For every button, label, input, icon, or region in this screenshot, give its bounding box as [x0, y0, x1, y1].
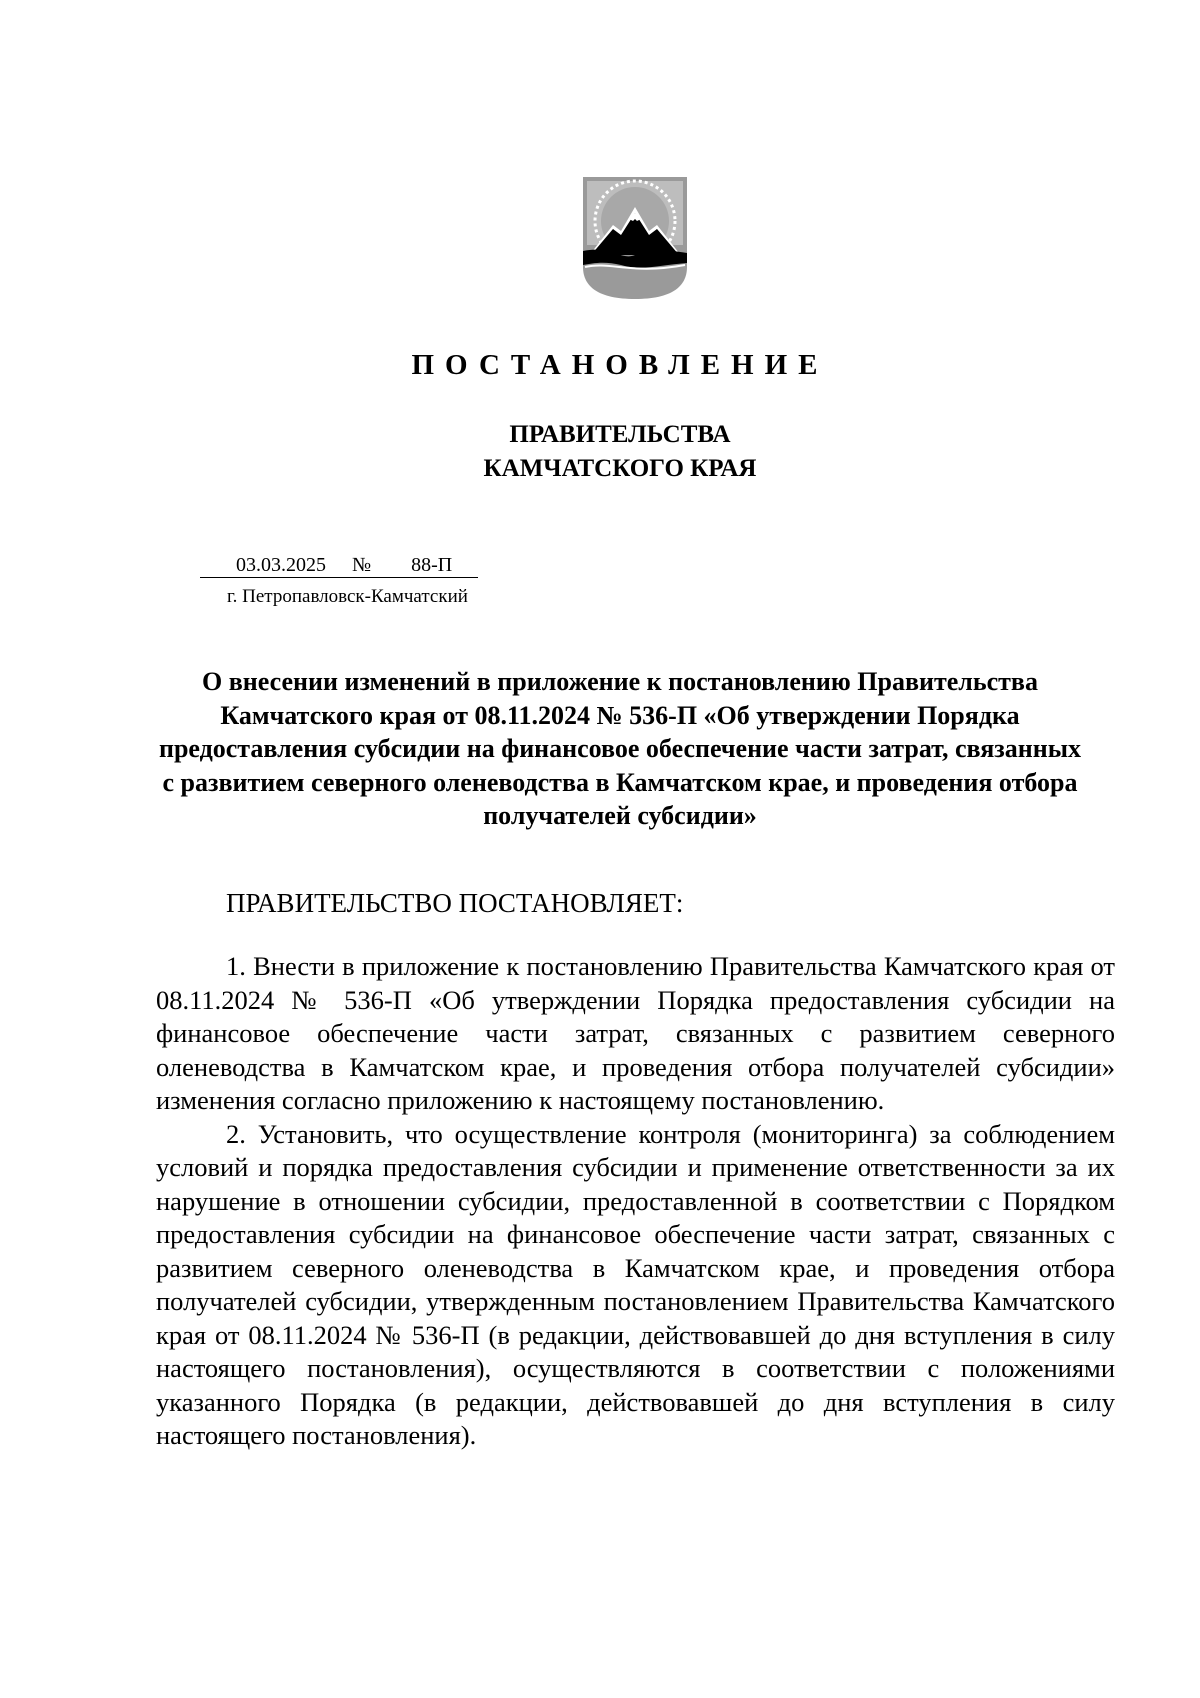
number-sign: № [352, 553, 375, 578]
registration-line [200, 553, 478, 578]
document-number: 88-П [375, 553, 478, 578]
issuer-line-1: ПРАВИТЕЛЬСТВА [509, 421, 731, 448]
paragraph-1: 1. Внести в приложение к постановлению Правительства Камчатского края от 08.11.2024 № 536-П «Об утверждении Порядка предоставления субсидии на финансовое обеспечение части затрат, связанных с развитием северного оленеводства в Камчатском крае, и проведения отбора получателей субсидии» изменения согласно приложению к настоящему постановлению. [156, 951, 1115, 1115]
paragraph-2: 2. Установить, что осуществление контроля (мониторинга) за соблюдением условий и порядка предоставления субсидии и применение ответственности за их нарушение в отношении субсидии, предоставленной в соответствии с Порядком предоставления субсидии на финансовое обеспечение части затрат, связанных с развитием северного оленеводства в Камчатском крае, и проведения отбора получателей субсидии, утвержденным постановлением Правительства Камчатского края от 08.11.2024 № 536-П (в редакции, действовавшей до дня вступления в силу настоящего постановления), осуществляются в соответствии с положениями указанного Порядка (в редакции, действовавшей до дня вступления в силу настоящего постановления). [156, 1118, 1115, 1450]
city-name: г. Петропавловск-Камчатский [227, 586, 468, 607]
issuer-line-2: КАМЧАТСКОГО КРАЯ [483, 455, 757, 482]
document-body [156, 950, 1115, 1453]
document-type-heading: ПОСТАНОВЛЕНИЕ [411, 349, 829, 381]
document-subject: О внесении изменений в приложение к постановлению Правительства Камчатского края от 08.11.2024 № 536-П «Об утверждении Порядка предоставления субсидии на финансовое обеспечение части затрат, связанных с развитием северного оленеводства в Камчатском крае, и проведения отбора получателей субсидии» [158, 667, 1082, 830]
document-date: 03.03.2025 [200, 553, 352, 578]
kamchatka-coat-of-arms-icon [581, 175, 689, 301]
issuer-block [0, 418, 1200, 486]
decree-phrase: ПРАВИТЕЛЬСТВО ПОСТАНОВЛЯЕТ: [226, 888, 684, 918]
